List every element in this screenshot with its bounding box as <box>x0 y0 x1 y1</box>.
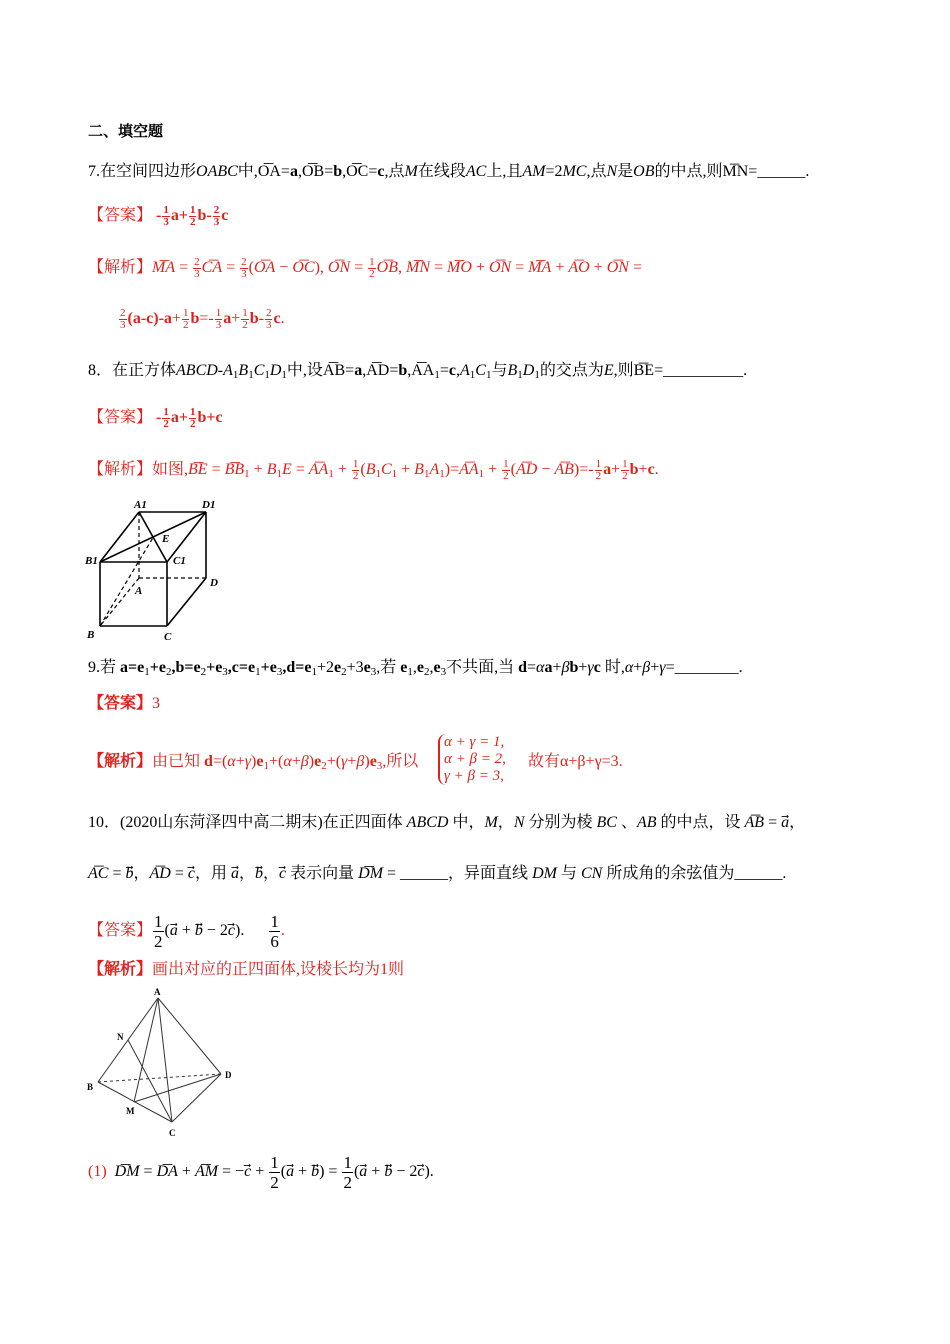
section-title: 二、填空题 <box>88 123 164 140</box>
q10-answer: 【答案】 $\frac{1}{2}$ (a⃗ + b⃗ − 2c⃗). $\frac{1}{6}$ . <box>88 912 285 951</box>
q10-analysis: 【解析】画出对应的正四面体,设棱长均为1则 <box>88 961 405 978</box>
label-B: B <box>87 1082 94 1092</box>
label-B: B <box>87 629 95 641</box>
q9-question: 9.若 $a=e_1+e_2,b=e_2+e_3,c=e_1+e_3,d=e_1+2e_2+3e_3$,若 $e_1,e_2,e_3$不共面,当 d=αa+βb+γc 时,α+β+γ=________. <box>88 659 743 678</box>
q9-answer: 【答案】3 <box>88 695 161 712</box>
q7-question: 7.在空间四边形OABC中,O͞A=a,O͞B=b,O͞C=c,点M在线段AC上,且AM=2MC,点N是OB的中点,则M͞N=______. <box>88 163 810 180</box>
label-A1: A1 <box>134 499 147 511</box>
q8-answer: 【答案】 - $\frac{1}{2}$ a+ $\frac{1}{2}$ b+c <box>88 405 223 430</box>
cube-figure <box>84 498 234 646</box>
q8-question: 8．在正方体ABCD-$A_1B_1C_1D_1$中,设$A͞B=a,A͞D=b,A͞A_1=c,A_1C_1$与$B_1D_1$的交点为E,则B͞E=__________. <box>88 362 748 381</box>
q9-system: α + γ = 1, α + β = 2, γ + β = 3, <box>438 734 506 785</box>
label-D: D <box>225 1070 232 1080</box>
label-D1: D1 <box>202 499 216 511</box>
label-C: C <box>169 1128 176 1138</box>
label-A: A <box>135 585 143 597</box>
q9-conclusion: 故有α+β+γ=3. <box>528 753 623 770</box>
tetrahedron-figure <box>84 986 244 1142</box>
q8-analysis: 【解析】如图,B͞E = $B͞B_1 + B_1E$ = $A͞A_1$ + $\frac{1}{2}$ ($B_1C_1$ + $B_1A_1)=A͞A_1$ + $\frac{1}{2}$ (A͞D − A͞B)=- $\frac{1}{2}$ a+ $\frac{1}{2}$ b+c. <box>88 457 659 482</box>
label-N: N <box>117 1032 124 1042</box>
label-C: C <box>164 631 172 643</box>
q7-analysis-line1: 【解析】M͞A = $\frac{2}{3}$ C͞A = $\frac{2}{3}$ (O͞A − O͞C), O͞N = $\frac{1}{2}$ O͞B, M͞N = M͞O + O͞N = M͞A + A͞O + O͞N = <box>88 255 642 280</box>
label-M: M <box>126 1106 135 1116</box>
q10-question-line1: 10．(2020山东菏泽四中高二期末)在正四面体 ABCD 中，M，N 分别为棱 BC 、AB 的中点，设 A͞B = a⃗， <box>88 814 806 831</box>
q9-analysis: 【解析】由已知 $d=(\alpha+\gamma)e_1+(\alpha+\beta)e_2+(\gamma+\beta)e_3$,所以 <box>88 753 419 772</box>
q7-analysis-line2: $\frac{2}{3}$ (a-c)-a+ $\frac{1}{2}$ b=- $\frac{1}{3}$ a+ $\frac{1}{2}$ b- $\frac{2}{3}$ c. <box>120 306 285 331</box>
label-A: A <box>154 987 161 997</box>
label-C1: C1 <box>173 555 186 567</box>
q10-question-line2: A͞C = b⃗，A͞D = c⃗，用 a⃗，b⃗，c⃗ 表示向量 D͞M = ______，异面直线 DM 与 CN 所成角的余弦值为______. <box>88 865 787 882</box>
q10-step1: (1) D͞M = D͞A + A͞M = −c⃗ + $\frac{1}{2}$ (a⃗ + b⃗) = $\frac{1}{2}$ (a⃗ + b⃗ − 2c⃗). <box>88 1153 434 1192</box>
label-D: D <box>210 577 218 589</box>
q7-answer: 【答案】 - $\frac{1}{3}$ a+ $\frac{1}{2}$ b- $\frac{2}{3}$ c <box>88 203 229 228</box>
label-B1: B1 <box>85 555 98 567</box>
label-E: E <box>162 533 170 545</box>
